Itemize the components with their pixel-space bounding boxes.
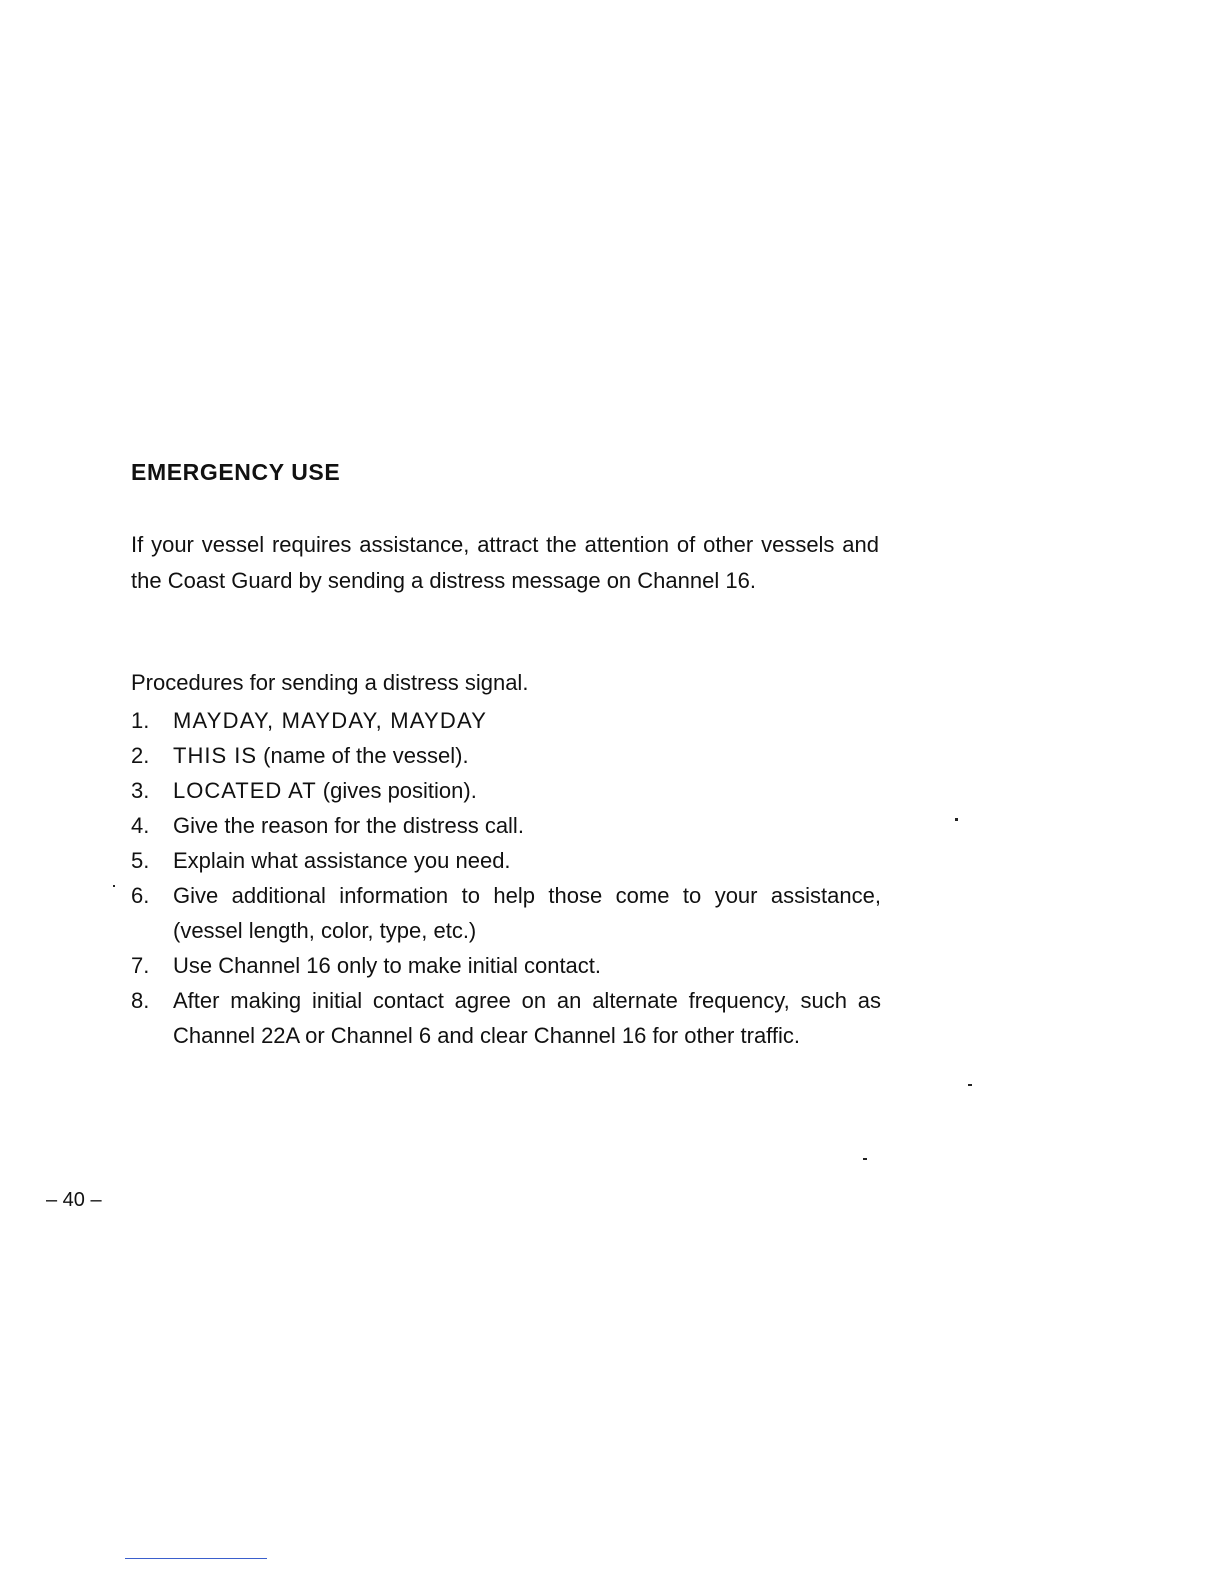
scan-speck: [955, 818, 958, 821]
step-text: Explain what assistance you need.: [173, 848, 511, 873]
step-number: 3.: [131, 778, 150, 803]
scan-speck: [113, 885, 115, 887]
step-number: 4.: [131, 813, 150, 838]
step-number: 6.: [131, 883, 150, 908]
step-item-3: [131, 773, 881, 808]
bottom-rule: [125, 1558, 267, 1559]
scan-speck: [863, 1158, 867, 1160]
step-item-4: [131, 808, 881, 843]
scan-speck: [968, 1084, 972, 1086]
step-item-7: [131, 948, 881, 983]
step-text: MAYDAY, MAYDAY, MAYDAY: [173, 708, 488, 733]
step-number: 5.: [131, 848, 150, 873]
step-item-1: [131, 703, 881, 738]
step-item-2: [131, 738, 881, 773]
step-number: 8.: [131, 988, 150, 1013]
step-number: 1.: [131, 708, 150, 733]
step-number: 2.: [131, 743, 150, 768]
step-text: Give the reason for the distress call.: [173, 813, 524, 838]
step-text: Give additional information to help those come to your assistance, (vessel length, color, type, etc.): [173, 883, 881, 943]
step-item-8: [131, 983, 881, 1053]
section-heading: EMERGENCY USE: [131, 459, 341, 485]
step-item-6: [131, 878, 881, 948]
step-number: 7.: [131, 953, 150, 978]
intro-paragraph: If your vessel requires assistance, attract the attention of other vessels and the Coast Guard by sending a distress message on Channel 16.: [131, 532, 879, 593]
page-number: – 40 –: [46, 1189, 102, 1211]
step-item-5: [131, 843, 881, 878]
step-text: After making initial contact agree on an alternate frequency, such as Channel 22A or Channel 6 and clear Channel 16 for other traffic.: [173, 988, 881, 1048]
step-lead: LOCATED AT: [173, 778, 317, 803]
distress-steps-list: [131, 703, 881, 1053]
step-lead: THIS IS: [173, 743, 258, 768]
step-text: Use Channel 16 only to make initial contact.: [173, 953, 602, 978]
procedures-title: Procedures for sending a distress signal.: [131, 670, 529, 695]
step-text: (gives position).: [316, 778, 477, 803]
step-text: (name of the vessel).: [257, 743, 469, 768]
